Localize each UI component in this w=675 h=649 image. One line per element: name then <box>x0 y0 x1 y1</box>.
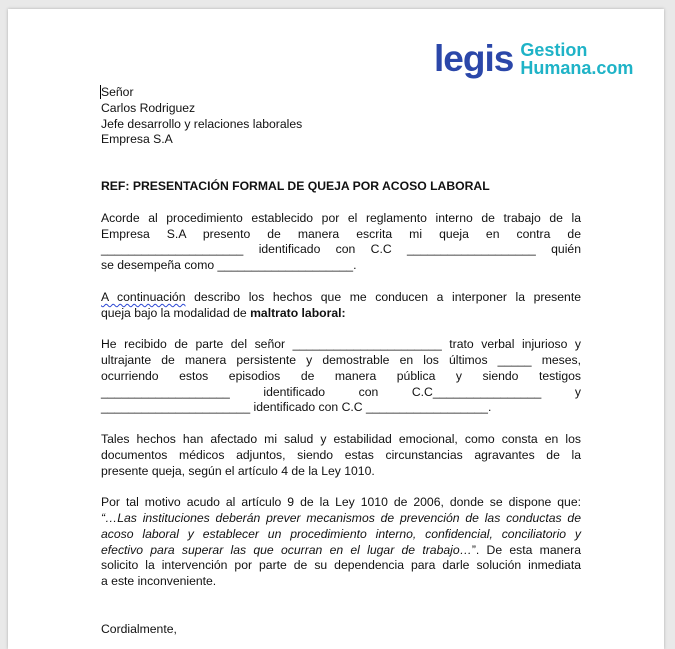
logo-brand: legis <box>434 38 514 79</box>
paragraph-health <box>101 432 581 479</box>
addressee-block <box>101 85 581 148</box>
logo-subtitle <box>520 41 633 77</box>
p1-quien: quién <box>551 242 581 257</box>
blank-witness1: ___________________ <box>101 384 230 399</box>
p5-line2: “…Las instituciones deberán prever mecanismos de prevención de las conductas de <box>101 510 581 525</box>
closing: Cordialmente, <box>101 621 177 636</box>
p2-line2 <box>101 306 581 322</box>
p1-line3 <box>101 242 581 258</box>
p2-line2-text: queja bajo la modalidad de <box>101 305 251 320</box>
p3-y: y <box>574 384 581 399</box>
letter-body[interactable] <box>101 85 581 637</box>
p4-line3: presente queja, según el artículo 4 de la Ley 1010. <box>101 463 375 478</box>
p4-line2: documentos médicos adjuntos, siendo estas circunstancias agravantes de la <box>101 447 581 462</box>
p5-line4 <box>101 543 581 559</box>
addressee-name: Carlos Rodriguez <box>101 100 196 115</box>
p3-line2: ultrajante de manera persistente y demostrable en los últimos _____ meses, <box>101 352 581 367</box>
p2-line1 <box>101 290 581 306</box>
blank-accused-name: _____________________ <box>101 242 244 257</box>
salutation-text: Señor <box>101 85 134 99</box>
paragraph-law <box>101 495 581 590</box>
p3-line1: He recibido de parte del señor ______________________ trato verbal injurioso y <box>101 337 581 352</box>
paragraph-procedure <box>101 211 581 274</box>
p5-line1: Por tal motivo acudo al artículo 9 de la Ley 1010 de 2006, donde se dispone que: <box>101 495 581 510</box>
p1-identificado: identificado con C.C <box>258 242 392 257</box>
paragraph-facts <box>101 290 581 322</box>
p2-colon: : <box>341 305 346 320</box>
legis-logo <box>434 40 633 77</box>
p3-identificado: identificado <box>263 384 326 399</box>
p3-line3: ocurriendo estos episodios de manera pública y siendo testigos <box>101 368 581 383</box>
p4-line1: Tales hechos han afectado mi salud y estabilidad emocional, como consta en los <box>101 431 581 446</box>
salutation <box>101 85 581 101</box>
p5-line4-rest: ”. De esta manera <box>471 542 582 557</box>
p3-line4 <box>101 385 581 401</box>
paragraph-received <box>101 337 581 416</box>
p1-line4: se desempeña como ____________________. <box>101 258 357 273</box>
spelling-flag-word: A continuación <box>101 289 186 304</box>
p5-line6: a este inconveniente. <box>101 574 217 589</box>
addressee-position: Jefe desarrollo y relaciones laborales <box>101 116 303 131</box>
addressee-company: Empresa S.A <box>101 132 173 147</box>
p3-line5: ______________________ identificado con C.C __________________. <box>101 400 492 415</box>
logo-line2: Humana.com <box>520 57 634 78</box>
p5-quote-end: efectivo para superar las que ocurran en el lugar de trabajo… <box>101 542 472 557</box>
p5-line5: solicito la intervención por parte de su dependencia para darle solución inmediata <box>101 558 581 573</box>
document-page <box>8 9 664 649</box>
p2-line1-rest: describo los hechos que me conducen a interponer la presente <box>185 289 582 304</box>
reference-line: REF: PRESENTACIÓN FORMAL DE QUEJA POR ACOSO LABORAL <box>101 179 490 194</box>
logo-line1: Gestion <box>520 39 588 60</box>
blank-witness1-cc: C.C________________ <box>411 384 542 399</box>
p3-con: con <box>358 384 379 399</box>
p1-line2: Empresa S.A presento de manera escrita mi queja en contra de <box>101 226 581 241</box>
p2-modality: maltrato laboral <box>250 305 342 320</box>
p1-line1: Acorde al procedimiento establecido por el reglamento interno de trabajo de la <box>101 210 581 225</box>
p5-line3: acoso laboral y establecer un procedimiento interno, confidencial, conciliatorio y <box>101 526 581 541</box>
blank-accused-cc: ___________________ <box>407 242 536 257</box>
